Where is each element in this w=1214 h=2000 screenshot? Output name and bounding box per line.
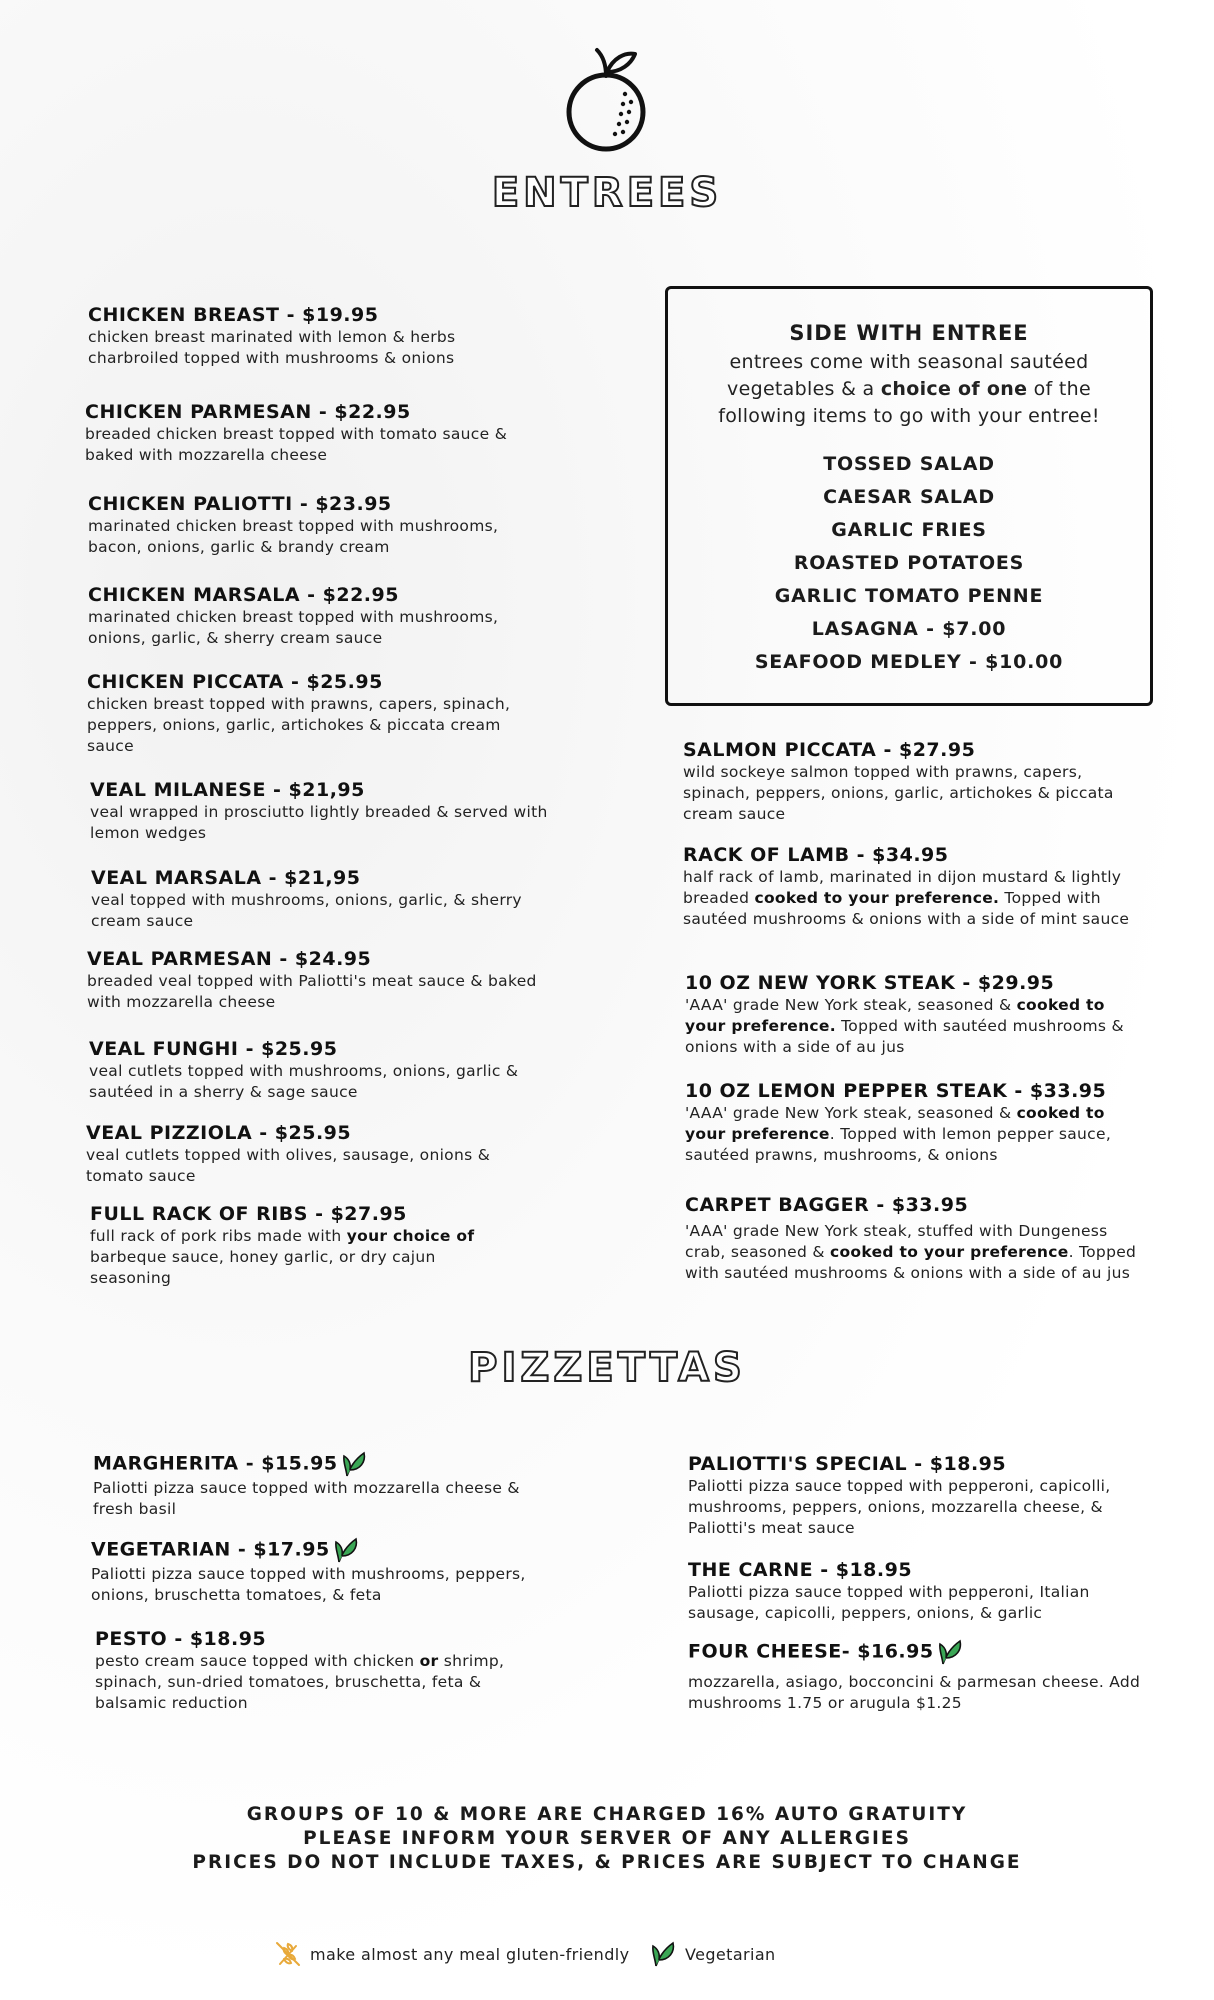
item-name: CHICKEN BREAST - $19.95 [88,304,379,326]
footer-notes [0,1803,1214,1875]
entree-item [88,492,548,558]
side-with-entree-box [665,286,1153,706]
item-name: CARPET BAGGER - $33.95 [685,1194,969,1216]
item-name: VEAL FUNGHI - $25.95 [89,1038,338,1060]
item-name: FULL RACK OF RIBS - $27.95 [90,1203,407,1225]
item-name: PESTO - $18.95 [95,1628,267,1650]
item-name: VEAL MARSALA - $21,95 [91,867,361,889]
side-options-list [668,448,1150,679]
item-desc: marinated chicken breast topped with mushrooms, bacon, onions, garlic & brandy cream [88,517,499,556]
item-desc: breaded chicken breast topped with tomato sauce & baked with mozzarella cheese [85,425,508,464]
entree-item [685,971,1145,1058]
pizzetta-item [95,1627,545,1714]
item-desc: 'AAA' grade New York steak, stuffed with Dungeness crab, seasoned & cooked to your preference. Topped with sautéed mushrooms & onions with a side of au jus [685,1222,1137,1282]
item-desc: breaded veal topped with Paliotti's meat sauce & baked with mozzarella cheese [87,972,537,1011]
entree-item [87,947,547,1013]
entree-item [90,1202,510,1289]
item-desc: marinated chicken breast topped with mushrooms, onions, garlic, & sherry cream sauce [88,608,499,647]
item-desc: veal wrapped in prosciutto lightly breaded & served with lemon wedges [90,803,548,842]
pizzettas-title: PIZZETTAS [468,1345,746,1391]
entree-item [88,583,548,649]
item-desc: full rack of pork ribs made with your choice of barbeque sauce, honey garlic, or dry cajun seasoning [90,1227,475,1287]
item-name: CHICKEN PARMESAN - $22.95 [85,401,411,423]
item-desc: veal cutlets topped with mushrooms, onions, garlic & sautéed in a sherry & sage sauce [89,1062,519,1101]
entree-item [89,1037,549,1103]
footer-line: PRICES DO NOT INCLUDE TAXES, & PRICES ARE SUBJECT TO CHANGE [192,1852,1022,1873]
entree-item [90,778,550,844]
item-name: PALIOTTI'S SPECIAL - $18.95 [688,1453,1007,1475]
entree-item [86,1121,546,1187]
pizzetta-item [688,1638,1148,1714]
legend-veg-label: Vegetarian [685,1944,776,1964]
footer-line: PLEASE INFORM YOUR SERVER OF ANY ALLERGIES [303,1828,911,1849]
side-option: LASAGNA - $7.00 [811,618,1007,640]
side-option: GARLIC TOMATO PENNE [774,585,1044,607]
item-name: 10 OZ LEMON PEPPER STEAK - $33.95 [685,1080,1107,1102]
pizzetta-item [688,1558,1148,1624]
item-name: VEGETARIAN - $17.95 [91,1536,541,1564]
item-name: RACK OF LAMB - $34.95 [683,844,949,866]
entree-item [88,303,548,369]
footer-line: GROUPS OF 10 & MORE ARE CHARGED 16% AUTO GRATUITY [246,1804,968,1825]
item-desc: chicken breast marinated with lemon & herbs charbroiled topped with mushrooms & onions [88,328,456,367]
item-name: CHICKEN PALIOTTI - $23.95 [88,493,392,515]
legend-gluten-label: make almost any meal gluten-friendly [310,1944,630,1964]
entrees-title: ENTREES [491,170,723,216]
item-desc: Paliotti pizza sauce topped with mozzarella cheese & fresh basil [93,1479,520,1518]
pizzetta-item [688,1452,1148,1539]
side-option: TOSSED SALAD [823,453,995,475]
entree-item [683,738,1143,825]
entree-item [87,670,547,757]
item-desc: pesto cream sauce topped with chicken or shrimp, spinach, sun-dried tomatoes, bruschetta, feta & balsamic reduction [95,1652,505,1712]
item-name: VEAL PIZZIOLA - $25.95 [86,1122,352,1144]
wheat-crossed-icon [274,1940,302,1968]
pizzetta-item [91,1536,541,1606]
item-name: VEAL PARMESAN - $24.95 [87,948,372,970]
item-name: MARGHERITA - $15.95 [93,1450,543,1478]
entree-item [91,866,551,932]
item-desc: chicken breast topped with prawns, capers, spinach, peppers, onions, garlic, artichokes & piccata cream sauce [87,695,511,755]
leaf-icon [342,1450,368,1478]
legend-gluten [274,1940,630,1968]
item-desc: Paliotti pizza sauce topped with mushrooms, peppers, onions, bruschetta tomatoes, & feta [91,1565,526,1604]
item-desc: half rack of lamb, marinated in dijon mustard & lightly breaded cooked to your preference. Topped with sautéed mushrooms & onions with a side of mint sauce [683,868,1130,928]
entree-item [685,1193,1145,1284]
item-name: FOUR CHEESE- $16.95 [688,1638,1148,1666]
side-option: SEAFOOD MEDLEY - $10.00 [754,651,1064,673]
side-box-intro: entrees come with seasonal sautéed vegetables & a choice of one of the following items to go with your entree! [718,351,1100,427]
legend-vegetarian [651,1940,776,1968]
leaf-icon [938,1638,964,1666]
item-name: 10 OZ NEW YORK STEAK - $29.95 [685,972,1055,994]
pizzetta-item [93,1450,543,1520]
item-name: CHICKEN MARSALA - $22.95 [88,584,399,606]
side-option: CAESAR SALAD [823,486,995,508]
item-name: VEAL MILANESE - $21,95 [90,779,365,801]
item-desc: 'AAA' grade New York steak, seasoned & cooked to your preference. Topped with lemon pepper sauce, sautéed prawns, mushrooms, & onions [685,1104,1112,1164]
leaf-icon [334,1536,360,1564]
entree-item [85,400,545,466]
side-box-title: SIDE WITH ENTREE [789,321,1029,345]
item-desc: Paliotti pizza sauce topped with pepperoni, capicolli, mushrooms, peppers, onions, mozzarella cheese, & Paliotti's meat sauce [688,1477,1111,1537]
item-desc: veal topped with mushrooms, onions, garlic, & sherry cream sauce [91,891,522,930]
item-desc: Paliotti pizza sauce topped with pepperoni, Italian sausage, capicolli, peppers, onions, & garlic [688,1583,1090,1622]
orange-logo-icon [563,42,649,154]
item-desc: wild sockeye salmon topped with prawns, capers, spinach, peppers, onions, garlic, artichokes & piccata cream sauce [683,763,1114,823]
entree-item [683,843,1143,930]
item-name: CHICKEN PICCATA - $25.95 [87,671,383,693]
side-option: GARLIC FRIES [831,519,987,541]
item-desc: mozzarella, asiago, bocconcini & parmesan cheese. Add mushrooms 1.75 or arugula $1.25 [688,1673,1141,1712]
item-desc: veal cutlets topped with olives, sausage, onions & tomato sauce [86,1146,491,1185]
item-name: THE CARNE - $18.95 [688,1559,913,1581]
entree-item [685,1079,1145,1166]
leaf-icon [651,1940,677,1968]
item-name: SALMON PICCATA - $27.95 [683,739,976,761]
side-option: ROASTED POTATOES [793,552,1025,574]
item-desc: 'AAA' grade New York steak, seasoned & cooked to your preference. Topped with sautéed mushrooms & onions with a side of au jus [685,996,1124,1056]
